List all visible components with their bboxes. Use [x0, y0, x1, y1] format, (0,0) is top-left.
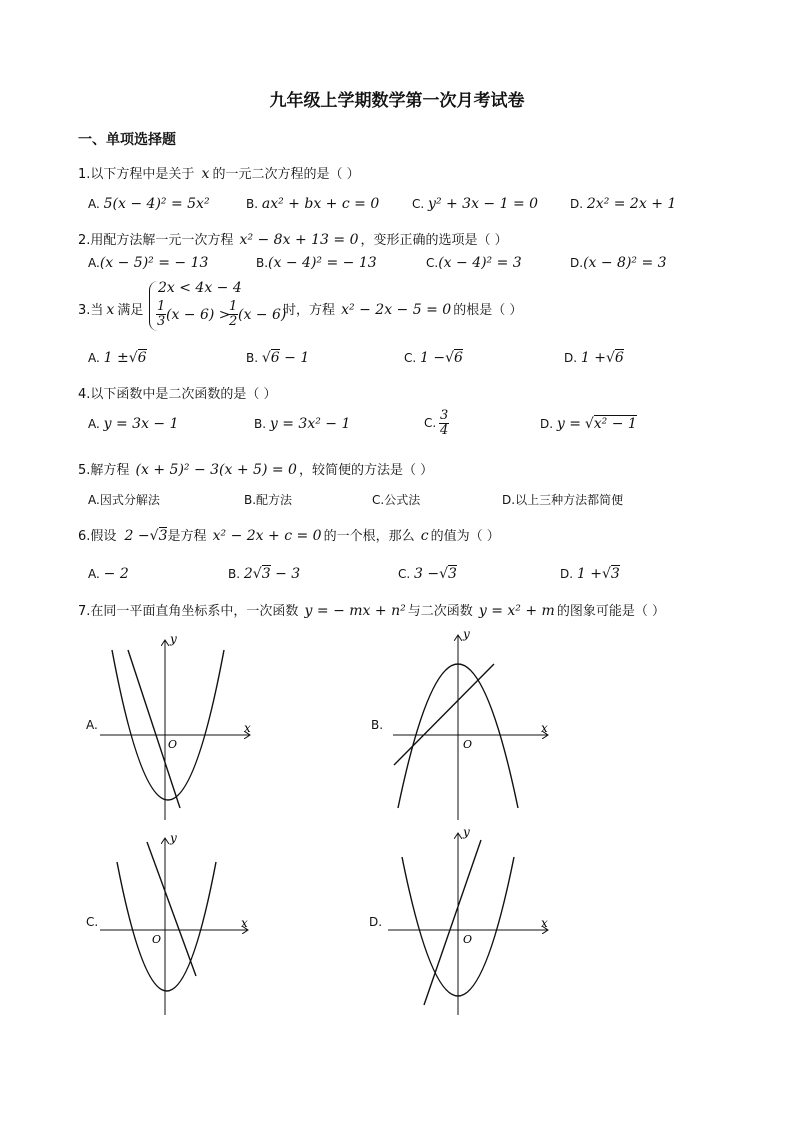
question-3-stem-a: 3.当 x 满足: [78, 302, 144, 318]
graph-d-line: [424, 840, 481, 1005]
q4-option-c-label[interactable]: C.: [424, 416, 437, 430]
q1-option-b[interactable]: B. ax² + bx + c = 0: [246, 196, 380, 212]
graph-b-x-label: x: [541, 721, 548, 735]
graph-a-parabola: [112, 650, 224, 800]
question-6-stem: 6.假设 2 −√3是方程 x² − 2x + c = 0 的一个根，那么 c 的值为（ ）: [78, 528, 500, 544]
q3-system-line1: 2x < 4x − 4: [158, 280, 242, 296]
question-4-stem: 4.以下函数中是二次函数的是（ ）: [78, 387, 277, 402]
q4-option-b[interactable]: B. y = 3x² − 1: [254, 416, 351, 432]
q5-option-b[interactable]: B.配方法: [244, 493, 293, 507]
q5-option-d[interactable]: D.以上三种方法都简便: [502, 493, 624, 507]
graph-c-origin-label: O: [152, 933, 162, 946]
question-3-stem-b: 时，方程 x² − 2x − 5 = 0 的根是（ ）: [283, 302, 523, 318]
graph-a-line: [128, 650, 180, 808]
graph-label-a[interactable]: A.: [86, 718, 98, 732]
graph-b-line: [394, 664, 494, 765]
q2-option-a[interactable]: A.(x − 5)² = − 13: [88, 255, 209, 271]
question-7-stem: 7.在同一平面直角坐标系中，一次函数 y = − mx + n² 与二次函数 y = x² + m 的图象可能是（ ）: [78, 603, 665, 619]
graph-label-d[interactable]: D.: [369, 915, 383, 929]
q2-option-d[interactable]: D.(x − 8)² = 3: [570, 255, 667, 271]
graph-c: [100, 831, 248, 1015]
q3-option-a[interactable]: A. 1 ±√6: [88, 350, 147, 366]
graph-c-x-label: x: [241, 916, 248, 930]
q6-option-c[interactable]: C. 3 −√3: [398, 566, 457, 582]
graph-a-x-label: x: [244, 721, 251, 735]
q6-option-a[interactable]: A. − 2: [88, 566, 129, 582]
graph-label-b[interactable]: B.: [371, 718, 384, 732]
graph-a: [100, 632, 251, 820]
q3-frac2: 1 2: [229, 299, 238, 329]
q4-option-d[interactable]: D. y = √x² − 1: [540, 416, 637, 432]
graph-d: [388, 825, 548, 1015]
graph-a-y-label: y: [170, 632, 177, 646]
graph-d-x-label: x: [541, 916, 548, 930]
graph-c-line: [147, 842, 196, 976]
graph-c-y-label: y: [170, 831, 177, 845]
q2-option-c[interactable]: C.(x − 4)² = 3: [426, 255, 522, 271]
section-heading: 一、单项选择题: [78, 132, 176, 148]
q3-option-b[interactable]: B. √6 − 1: [246, 350, 310, 366]
q6-option-b[interactable]: B. 2√3 − 3: [228, 566, 301, 582]
q3-frac1: 1 3: [157, 299, 166, 329]
graph-b: [393, 627, 548, 820]
question-5-stem: 5.解方程 (x + 5)² − 3(x + 5) = 0 ，较简便的方法是（ ）: [78, 462, 434, 478]
q4-option-a[interactable]: A. y = 3x − 1: [88, 416, 179, 432]
q4-option-c-fraction[interactable]: 3 4: [440, 408, 449, 438]
graph-c-parabola: [117, 862, 216, 991]
q3-option-c[interactable]: C. 1 −√6: [404, 350, 463, 366]
q5-option-a[interactable]: A.因式分解法: [88, 493, 160, 507]
q1-option-a[interactable]: A. 5(x − 4)² = 5x²: [88, 196, 210, 212]
question-2-stem: 2.用配方法解一元一次方程 x² − 8x + 13 = 0 ，变形正确的选项是（ ）: [78, 232, 508, 248]
q1-option-d[interactable]: D. 2x² = 2x + 1: [570, 196, 677, 212]
page-title: 九年级上学期数学第一次月考试卷: [269, 91, 525, 111]
graph-a-origin-label: O: [168, 738, 178, 751]
q2-option-b[interactable]: B.(x − 4)² = − 13: [256, 255, 377, 271]
q3-option-d[interactable]: D. 1 +√6: [564, 350, 624, 366]
q1-option-c[interactable]: C. y² + 3x − 1 = 0: [412, 196, 539, 212]
graph-b-y-label: y: [463, 627, 470, 641]
q3-system-line2: (x − 6) >: [166, 307, 231, 323]
graph-b-origin-label: O: [463, 738, 473, 751]
graph-d-origin-label: O: [463, 933, 473, 946]
question-1-stem: 1.以下方程中是关于 x 的一元二次方程的是（ ）: [78, 166, 360, 182]
q5-option-c[interactable]: C.公式法: [372, 493, 421, 507]
q6-option-d[interactable]: D. 1 +√3: [560, 566, 620, 582]
q7-graphs: [0, 620, 794, 1020]
graph-label-c[interactable]: C.: [86, 915, 99, 929]
graph-d-y-label: y: [463, 825, 470, 839]
q3-system-line2-rhs: (x − 6): [238, 307, 287, 323]
